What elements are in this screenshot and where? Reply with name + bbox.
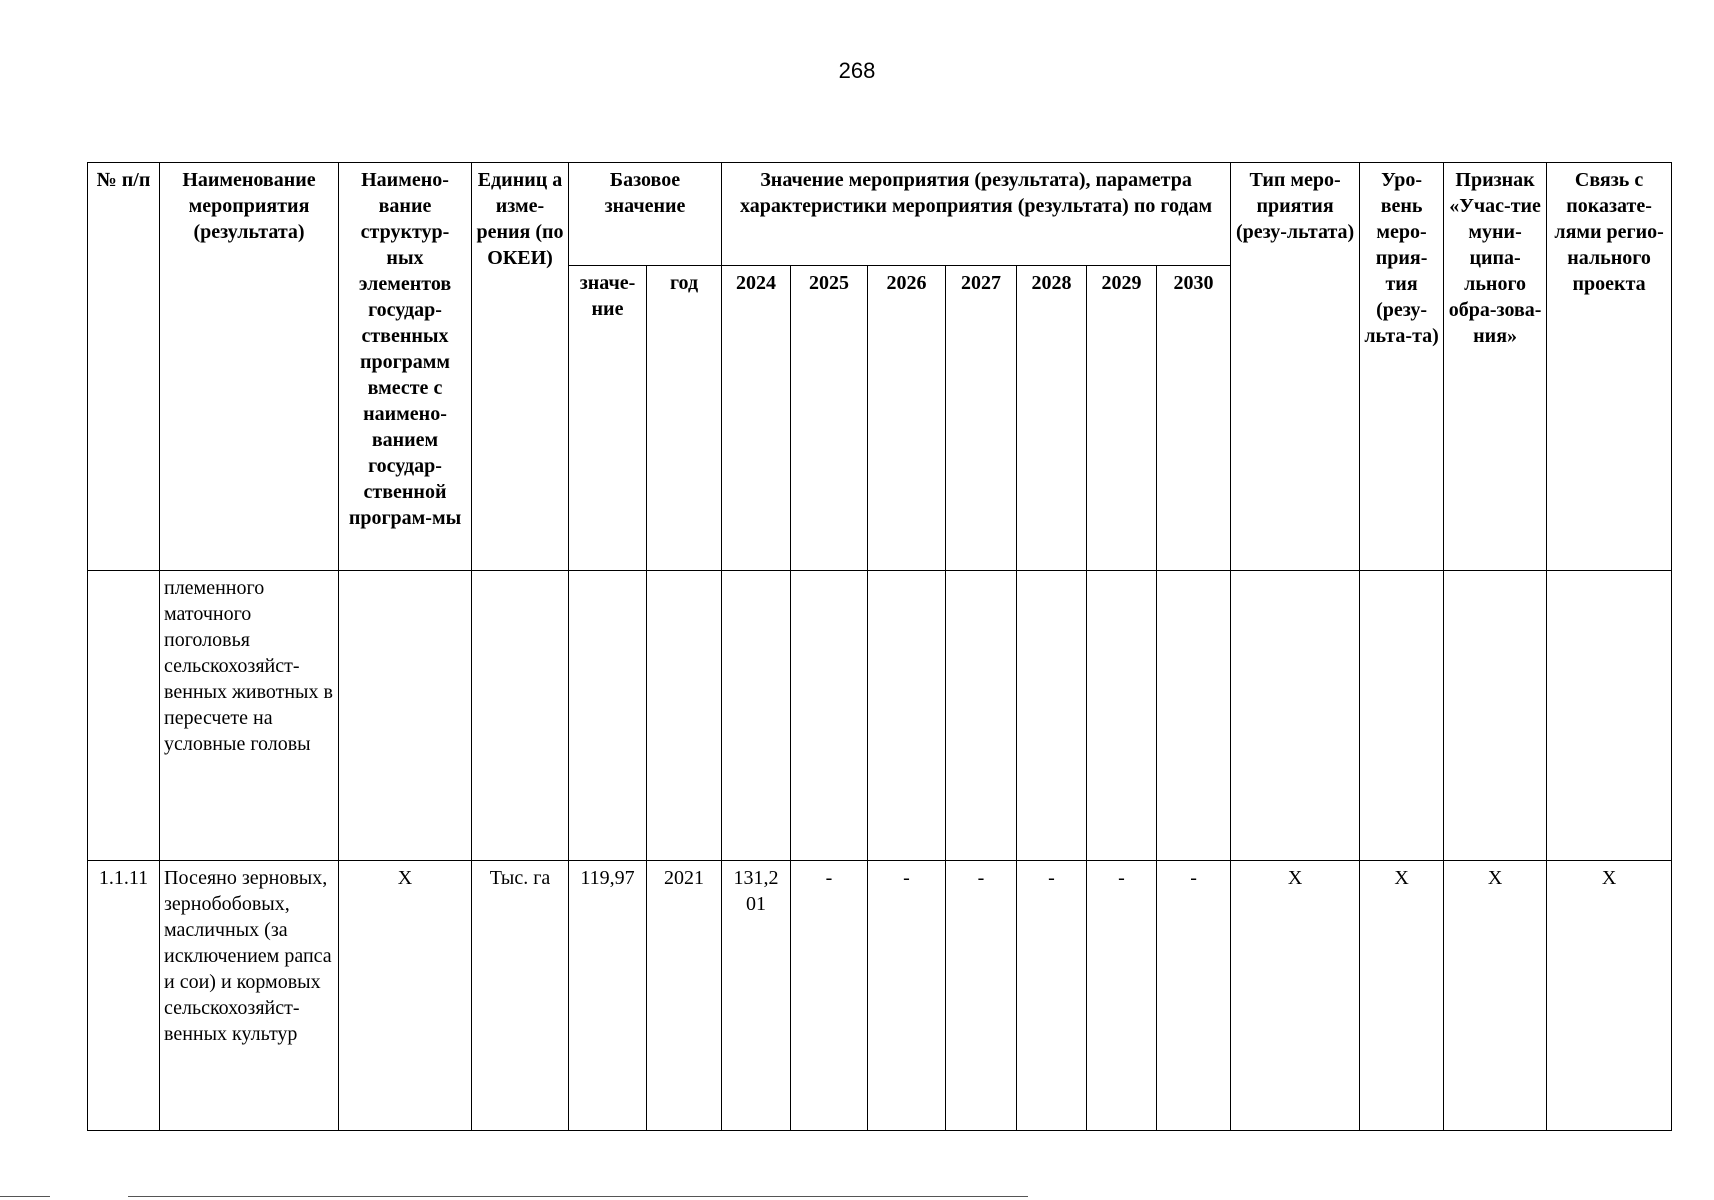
header-year-2024: 2024: [722, 266, 791, 571]
cell-2028: [1017, 571, 1087, 861]
header-level: Уро-вень меро-прия-тия (резу-льта-та): [1360, 163, 1444, 571]
cell-2029: -: [1087, 861, 1157, 1131]
header-base-value: значе-ние: [569, 266, 647, 571]
cell-2027: -: [946, 861, 1017, 1131]
cell-name: племенного маточного поголовья сельскохозяйст-венных животных в пересчете на условные головы: [160, 571, 339, 861]
cell-2030: -: [1157, 861, 1231, 1131]
header-base: Базовое значение: [569, 163, 722, 266]
cell-base-value: 119,97: [569, 861, 647, 1131]
header-year-2026: 2026: [868, 266, 946, 571]
cell-base-year: [647, 571, 722, 861]
table-row: [88, 571, 1672, 861]
cell-regional-link: Х: [1547, 861, 1672, 1131]
header-municipal: Признак «Учас-тие муни-ципа-льного обра-зова-ния»: [1444, 163, 1547, 571]
cell-regional-link: [1547, 571, 1672, 861]
cell-name: Посеяно зерновых, зернобобовых, масличных (за исключением рапса и сои) и кормовых сельскохозяйст-венных культур: [160, 861, 339, 1131]
header-year-2025: 2025: [791, 266, 868, 571]
cell-2027: [946, 571, 1017, 861]
header-year-2027: 2027: [946, 266, 1017, 571]
cell-num: 1.1.11: [88, 861, 160, 1131]
cell-unit: Тыс. га: [472, 861, 569, 1131]
header-name: Наименование мероприятия (результата): [160, 163, 339, 571]
cell-2025: -: [791, 861, 868, 1131]
header-unit: Единиц а изме-рения (по ОКЕИ): [472, 163, 569, 571]
header-num: № п/п: [88, 163, 160, 571]
cell-struct: Х: [339, 861, 472, 1131]
cell-2030: [1157, 571, 1231, 861]
cell-2026: -: [868, 861, 946, 1131]
cell-2029: [1087, 571, 1157, 861]
cell-2024: 131,2 01: [722, 861, 791, 1131]
cell-type: [1231, 571, 1360, 861]
measures-table: [87, 162, 1672, 1131]
cell-unit: [472, 571, 569, 861]
header-year-2030: 2030: [1157, 266, 1231, 571]
cell-2026: [868, 571, 946, 861]
cell-base-value: [569, 571, 647, 861]
cell-level: Х: [1360, 861, 1444, 1131]
cell-level: [1360, 571, 1444, 861]
header-base-year: год: [647, 266, 722, 571]
header-regional-link: Связь с показате-лями регио-нального проекта: [1547, 163, 1672, 571]
cell-2025: [791, 571, 868, 861]
cell-municipal: [1444, 571, 1547, 861]
cell-2024: [722, 571, 791, 861]
cell-base-year: 2021: [647, 861, 722, 1131]
cell-2028: -: [1017, 861, 1087, 1131]
cell-struct: [339, 571, 472, 861]
cell-type: Х: [1231, 861, 1360, 1131]
scan-edge-line: [128, 1196, 1028, 1197]
cell-municipal: Х: [1444, 861, 1547, 1131]
table-row: [88, 861, 1672, 1131]
page-number: 268: [838, 58, 876, 83]
scan-edge-line: [0, 1196, 50, 1197]
header-year-2029: 2029: [1087, 266, 1157, 571]
header-year-2028: 2028: [1017, 266, 1087, 571]
header-structural-elements: Наимено-вание структур-ных элементов государ-ственных программ вместе с наимено-ванием государ-ственной програм-мы: [339, 163, 472, 571]
cell-num: [88, 571, 160, 861]
header-by-years: Значение мероприятия (результата), параметра характеристики мероприятия (результата) по годам: [722, 163, 1231, 266]
header-type: Тип меро-приятия (резу-льтата): [1231, 163, 1360, 571]
